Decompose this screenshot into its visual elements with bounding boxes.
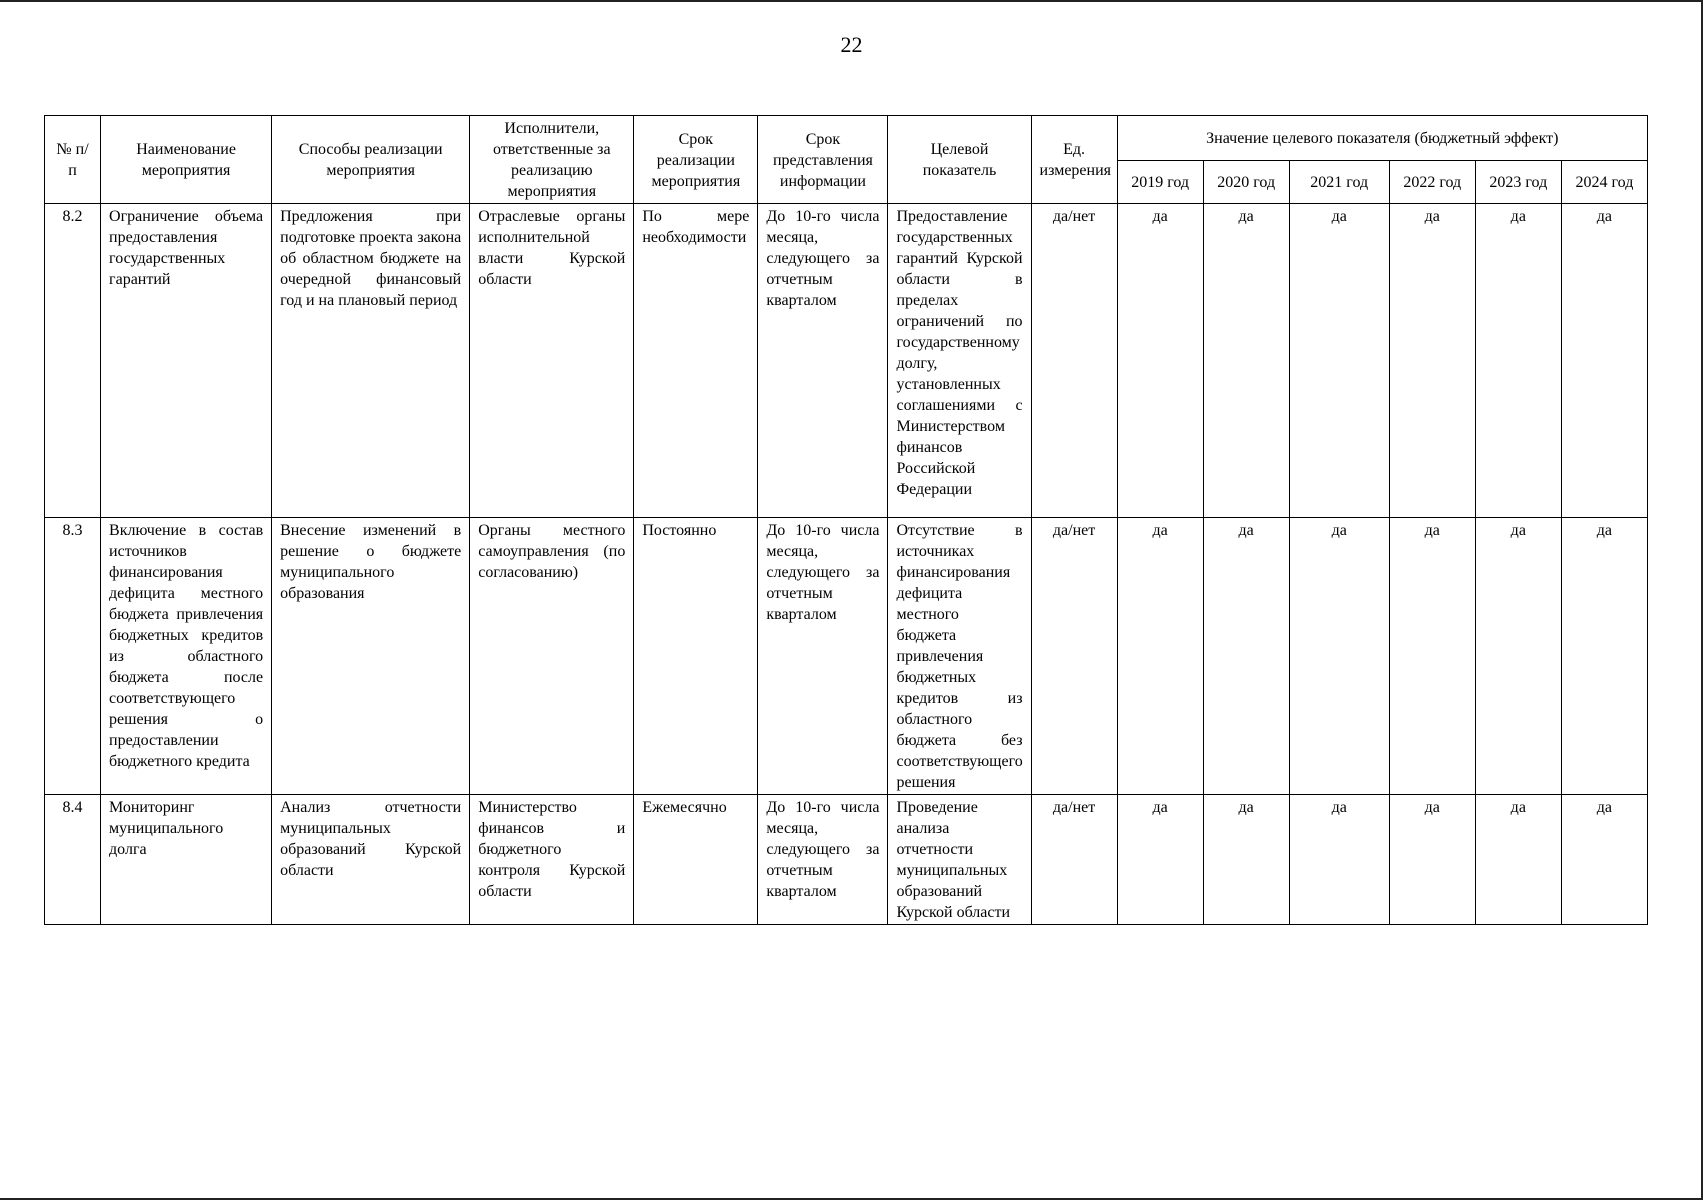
row-value-2019: да [1117,204,1203,518]
row-executors: Отраслевые органы исполнительной власти Курской области [470,204,634,518]
row-report-term: До 10-го числа месяца, следующего за отчетным кварталом [758,518,888,795]
row-value-2023: да [1475,795,1561,925]
row-name: Мониторинг муниципального долга [101,795,272,925]
header-num: № п/п [45,116,101,204]
header-unit: Ед. измерения [1031,116,1117,204]
row-value-2021: да [1289,204,1389,518]
table-row [45,518,1648,795]
row-value-2024: да [1561,204,1647,518]
row-methods: Анализ отчетности муниципальных образований Курской области [272,795,470,925]
row-term: Ежемесячно [634,795,758,925]
header-year-2020: 2020 год [1203,161,1289,204]
header-year-2019: 2019 год [1117,161,1203,204]
page-border-top [0,0,1703,2]
row-target: Проведение анализа отчетности муниципальных образований Курской области [888,795,1031,925]
row-target: Предоставление государственных гарантий Курской области в пределах ограничений по государственному долгу, установленных соглашениями с Министерством финансов Российской Федерации [888,204,1031,518]
header-year-2024: 2024 год [1561,161,1647,204]
row-name: Ограничение объема предоставления государственных гарантий [101,204,272,518]
row-value-2023: да [1475,518,1561,795]
row-value-2020: да [1203,795,1289,925]
row-name: Включение в состав источников финансирования дефицита местного бюджета привлечения бюджетных кредитов из областного бюджета после соответствующего решения о предоставлении бюджетного кредита [101,518,272,795]
row-methods: Предложения при подготовке проекта закона об областном бюджете на очередной финансовый год и на плановый период [272,204,470,518]
measures-table [44,115,1648,925]
page-number: 22 [840,32,863,57]
header-report-term: Срок представления информации [758,116,888,204]
header-year-2021: 2021 год [1289,161,1389,204]
row-num: 8.2 [45,204,101,518]
header-target: Целевой показатель [888,116,1031,204]
row-term: Постоянно [634,518,758,795]
row-value-2024: да [1561,518,1647,795]
row-value-2022: да [1389,518,1475,795]
header-executors: Исполнители, ответственные за реализацию мероприятия [470,116,634,204]
header-methods: Способы реализации мероприятия [272,116,470,204]
row-executors: Министерство финансов и бюджетного контроля Курской области [470,795,634,925]
row-report-term: До 10-го числа месяца, следующего за отчетным кварталом [758,795,888,925]
header-year-2022: 2022 год [1389,161,1475,204]
row-value-2023: да [1475,204,1561,518]
row-value-2021: да [1289,518,1389,795]
row-value-2024: да [1561,795,1647,925]
row-value-2021: да [1289,795,1389,925]
row-value-2022: да [1389,204,1475,518]
row-report-term: До 10-го числа месяца, следующего за отчетным кварталом [758,204,888,518]
row-value-2022: да [1389,795,1475,925]
header-name: Наименование мероприятия [101,116,272,204]
table-row [45,204,1648,518]
header-value-group: Значение целевого показателя (бюджетный эффект) [1117,116,1647,161]
table-row [45,795,1648,925]
row-target: Отсутствие в источниках финансирования дефицита местного бюджета привлечения бюджетных кредитов из областного бюджета без соответствующего решения [888,518,1031,795]
row-methods: Внесение изменений в решение о бюджете муниципального образования [272,518,470,795]
row-num: 8.3 [45,518,101,795]
row-unit: да/нет [1031,795,1117,925]
row-unit: да/нет [1031,518,1117,795]
header-year-2023: 2023 год [1475,161,1561,204]
header-term: Срок реализации мероприятия [634,116,758,204]
row-unit: да/нет [1031,204,1117,518]
row-term: По мере необходимости [634,204,758,518]
row-executors: Органы местного самоуправления (по согласованию) [470,518,634,795]
row-value-2019: да [1117,518,1203,795]
row-value-2020: да [1203,518,1289,795]
row-value-2020: да [1203,204,1289,518]
row-num: 8.4 [45,795,101,925]
row-value-2019: да [1117,795,1203,925]
